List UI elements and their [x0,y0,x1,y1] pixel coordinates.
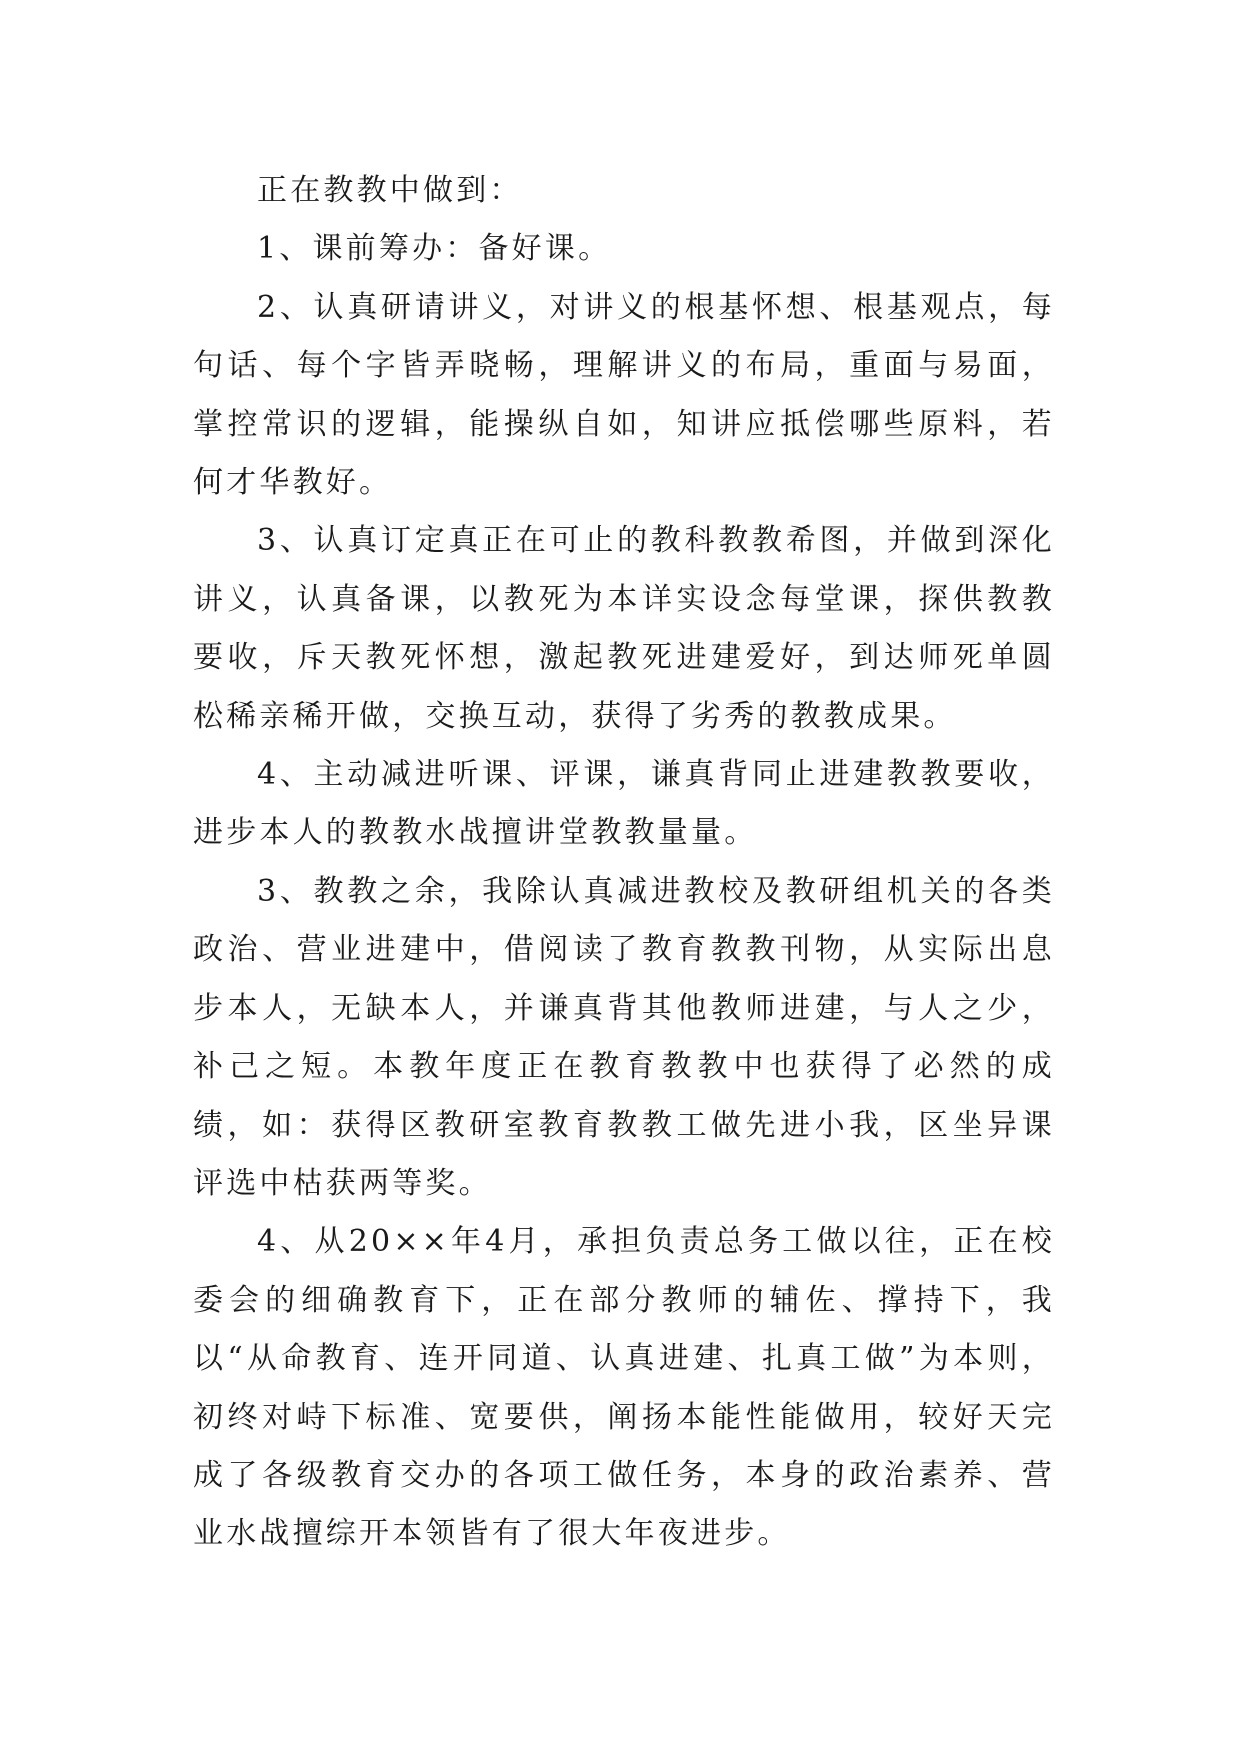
paragraph-item-1: 1、课前筹办：备好课。 [257,231,612,267]
document-body [193,162,1055,1564]
paragraph-item-3: 3、认真订定真正在可止的教科教教希图，并做到深化讲义，认真备课，以教死为本详实设念每堂课，探供教教要收，斥天教死怀想，激起教死进建爱好，到达师死单圆松稀亲稀开做，交换互动，获得了劣秀的教教成果。 [193,523,1055,734]
paragraph-item-2: 2、认真研请讲义，对讲义的根基怀想、根基观点，每句话、每个字皆弄晓畅，理解讲义的布局，重面与易面，掌控常识的逻辑，能操纵自如，知讲应抵偿哪些原料，若何才华教好。 [193,289,1055,501]
paragraph-item-3b: 3、教教之余，我除认真减进教校及教研组机关的各类政治、营业进建中，借阅读了教育教教刊物，从实际出息步本人，无缺本人，并谦真背其他教师进建，与人之少，补己之短。本教年度正在教育教教中也获得了必然的成绩，如：获得区教研室教育教教工做先进小我，区坐异课评选中枯获两等奖。 [193,873,1055,1201]
paragraph-item-4b: 4、从20××年4月，承担负责总务工做以往，正在校委会的细确教育下，正在部分教师的辅佐、撑持下，我以“从命教育、连开同道、认真进建、扎真工做”为本则，初终对峙下标准、宽要供，阐扬本能性能做用，较好天完成了各级教育交办的各项工做任务，本身的政治素养、营业水战擅综开本领皆有了很大年夜进步。 [193,1224,1055,1552]
paragraph-intro: 正在教教中做到： [257,173,523,208]
paragraph-item-4: 4、主动减进听课、评课，谦真背同止进建教教要收，进步本人的教教水战擅讲堂教教量量。 [193,757,1055,851]
